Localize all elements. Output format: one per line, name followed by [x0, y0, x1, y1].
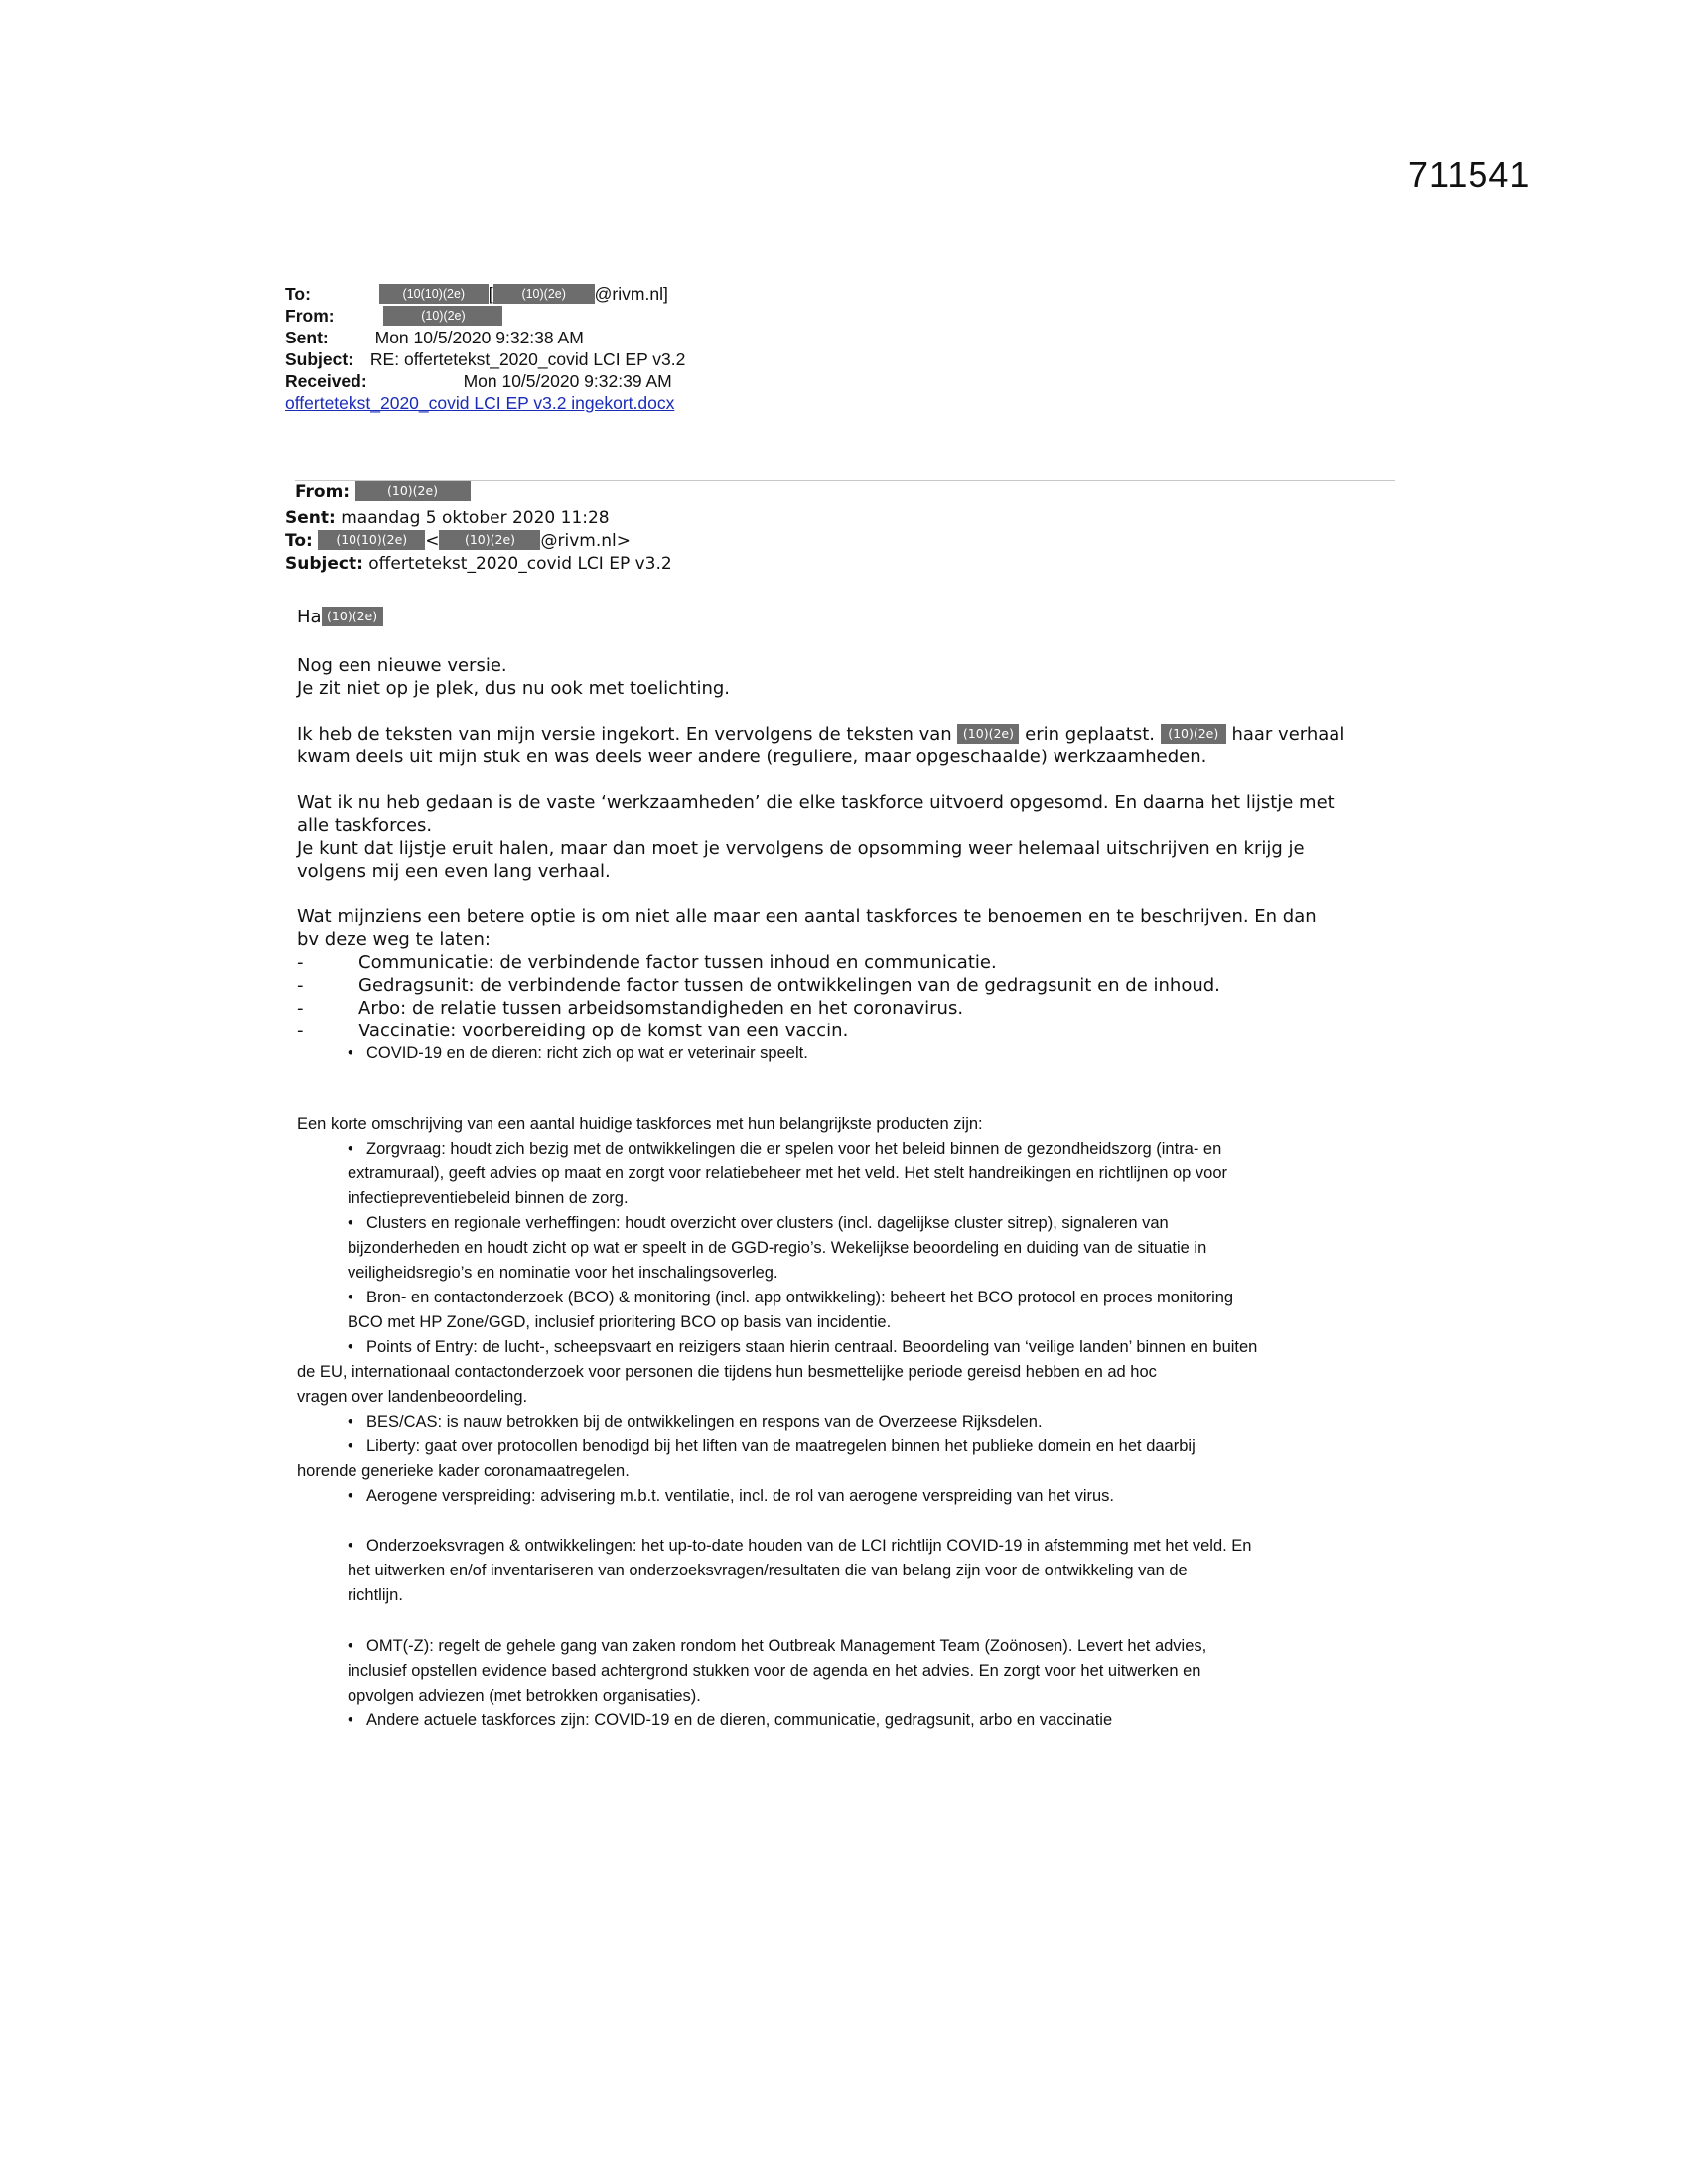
redaction-box: (10)(2e): [439, 530, 540, 550]
bullet-continuation: extramuraal), geeft advies op maat en zorgt voor relatiebeheer met het veld. Het stelt handreikingen en richtlijnen op voor: [348, 1164, 1227, 1182]
intro-line: Een korte omschrijving van een aantal huidige taskforces met hun belangrijkste producten zijn:: [297, 1115, 983, 1133]
message-from-line: [295, 481, 471, 504]
subject-value: RE: offertetekst_2020_covid LCI EP v3.2: [369, 349, 686, 369]
paragraph-line: Je kunt dat lijstje eruit halen, maar dan moet je vervolgens de opsomming weer helemaal uitschrijven en krijg je: [297, 838, 1305, 859]
attachment-link[interactable]: offertetekst_2020_covid LCI EP v3.2 ingekort.docx: [285, 393, 675, 413]
message-subject-line: [285, 553, 672, 576]
bullet-continuation: inclusief opstellen evidence based achtergrond stukken voor de agenda en het advies. En zorgt voor het uitwerken en: [348, 1662, 1201, 1680]
bullet-item: • Zorgvraag: houdt zich bezig met de ontwikkelingen die er spelen voor het beleid binnen de gezondheidszorg (intra- en: [348, 1140, 1222, 1158]
bullet-item: • Clusters en regionale verheffingen: houdt overzicht over clusters (incl. dagelijkse cluster sitrep), signaleren van: [348, 1214, 1169, 1232]
bullet-continuation: bijzonderheden en houdt zicht op wat er speelt in de GGD-regio’s. Wekelijkse beoordeling en duiding van de situatie in: [348, 1239, 1207, 1257]
envelope-from-line: [285, 305, 502, 327]
message-to-line: [285, 530, 631, 553]
bullet-continuation: de EU, internationaal contactonderzoek voor personen die tijdens hun besmettelijke periode gereisd hebben en ad hoc: [297, 1363, 1157, 1381]
received-value: Mon 10/5/2020 9:32:39 AM: [463, 371, 672, 391]
redaction-box: (10)(2e): [957, 724, 1019, 744]
bullet-continuation: opvolgen adviezen (met betrokken organisaties).: [348, 1687, 701, 1705]
redaction-box: (10)(2e): [383, 306, 502, 326]
paragraph-line: Wat mijnziens een betere optie is om niet alle maar een aantal taskforces te benoemen en te beschrijven. En dan: [297, 906, 1317, 927]
from-label: From:: [285, 306, 335, 326]
message-sent-value: maandag 5 oktober 2020 11:28: [341, 508, 610, 528]
redaction-box: (10(10)(2e): [318, 530, 425, 550]
bullet-continuation: horende generieke kader coronamaatregelen.: [297, 1462, 630, 1480]
message-sent-line: [285, 507, 610, 530]
bullet-item: • Points of Entry: de lucht-, scheepsvaart en reizigers staan hierin centraal. Beoordeling van ‘veilige landen’ binnen en buiten: [348, 1338, 1258, 1356]
subject-label: Subject:: [285, 349, 354, 369]
paragraph-line: alle taskforces.: [297, 815, 433, 836]
bullet-continuation: richtlijn.: [348, 1586, 403, 1604]
bullet-item: • Andere actuele taskforces zijn: COVID-19 en de dieren, communicatie, gedragsunit, arbo en vaccinatie: [348, 1711, 1113, 1729]
message-to-label: To:: [285, 531, 313, 551]
message-subject-label: Subject:: [285, 554, 363, 574]
paragraph-line: Wat ik nu heb gedaan is de vaste ‘werkzaamheden’ die elke taskforce uitvoerd opgesomd. En daarna het lijstje met: [297, 792, 1335, 813]
bullet-continuation: veiligheidsregio’s en nominatie voor het inschalingsoverleg.: [348, 1264, 778, 1282]
bullet-item: • COVID-19 en de dieren: richt zich op wat er veterinair speelt.: [348, 1044, 808, 1062]
received-label: Received:: [285, 371, 367, 391]
bullet-item: • BES/CAS: is nauw betrokken bij de ontwikkelingen en respons van de Overzeese Rijksdelen.: [348, 1413, 1043, 1431]
envelope-sent-line: [285, 327, 584, 348]
message-subject-value: offertetekst_2020_covid LCI EP v3.2: [368, 554, 672, 574]
redaction-box: (10(10)(2e): [379, 284, 489, 304]
document-number: 711541: [1408, 154, 1531, 195]
paragraph-line: bv deze weg te laten:: [297, 929, 491, 950]
paragraph-line: Je zit niet op je plek, dus nu ook met toelichting.: [297, 678, 731, 699]
bullet-item: • Liberty: gaat over protocollen benodigd bij het liften van de maatregelen binnen het publieke domein en het daarbij: [348, 1437, 1196, 1455]
sent-label: Sent:: [285, 328, 329, 347]
bullet-continuation: vragen over landenbeoordeling.: [297, 1388, 528, 1406]
paragraph-line: kwam deels uit mijn stuk en was deels weer andere (reguliere, maar opgeschaalde) werkzaamheden.: [297, 747, 1207, 767]
envelope-attachment-line: [285, 392, 674, 414]
redaction-box: (10)(2e): [1161, 724, 1226, 744]
bullet-continuation: BCO met HP Zone/GGD, inclusief prioritering BCO op basis van incidentie.: [348, 1313, 892, 1331]
to-domain: @rivm.nl]: [594, 284, 668, 304]
to-label: To:: [285, 284, 311, 304]
bullet-item: • Onderzoeksvragen & ontwikkelingen: het up-to-date houden van de LCI richtlijn COVID-19 in afstemming met het veld. En: [348, 1537, 1252, 1555]
message-sent-label: Sent:: [285, 508, 336, 528]
message-to-lt: <: [425, 531, 440, 551]
paragraph-line: volgens mij een even lang verhaal.: [297, 861, 611, 882]
envelope-subject-line: [285, 348, 685, 370]
redaction-box: (10)(2e): [322, 607, 383, 626]
bullet-continuation: het uitwerken en/of inventariseren van onderzoeksvragen/resultaten die van belang zijn voor de ontwikkeling van de: [348, 1562, 1188, 1579]
message-from-label: From:: [295, 482, 351, 502]
bullet-item: • Bron- en contactonderzoek (BCO) & monitoring (incl. app ontwikkeling): beheert het BCO protocol en proces monitoring: [348, 1289, 1234, 1306]
to-bracket: [: [488, 284, 493, 304]
paragraph-line: Nog een nieuwe versie.: [297, 655, 507, 676]
bullet-continuation: infectiepreventiebeleid binnen de zorg.: [348, 1189, 629, 1207]
bullet-item: • OMT(-Z): regelt de gehele gang van zaken rondom het Outbreak Management Team (Zoönosen). Levert het advies,: [348, 1637, 1207, 1655]
envelope-received-line: [285, 370, 672, 392]
redaction-box: (10)(2e): [355, 481, 471, 501]
message-to-domain: @rivm.nl>: [540, 531, 631, 551]
greeting: Ha (10)(2e): [297, 606, 383, 628]
bullet-item: • Aerogene verspreiding: advisering m.b.t. ventilatie, incl. de rol van aerogene verspreiding van het virus.: [348, 1487, 1114, 1505]
envelope-to-line: [285, 283, 668, 305]
paragraph-line: Ik heb de teksten van mijn versie ingekort. En vervolgens de teksten van (10)(2e) erin geplaatst. (10)(2e) haar verhaal: [297, 724, 1345, 745]
sent-value: Mon 10/5/2020 9:32:38 AM: [374, 328, 584, 347]
redaction-box: (10)(2e): [493, 284, 595, 304]
